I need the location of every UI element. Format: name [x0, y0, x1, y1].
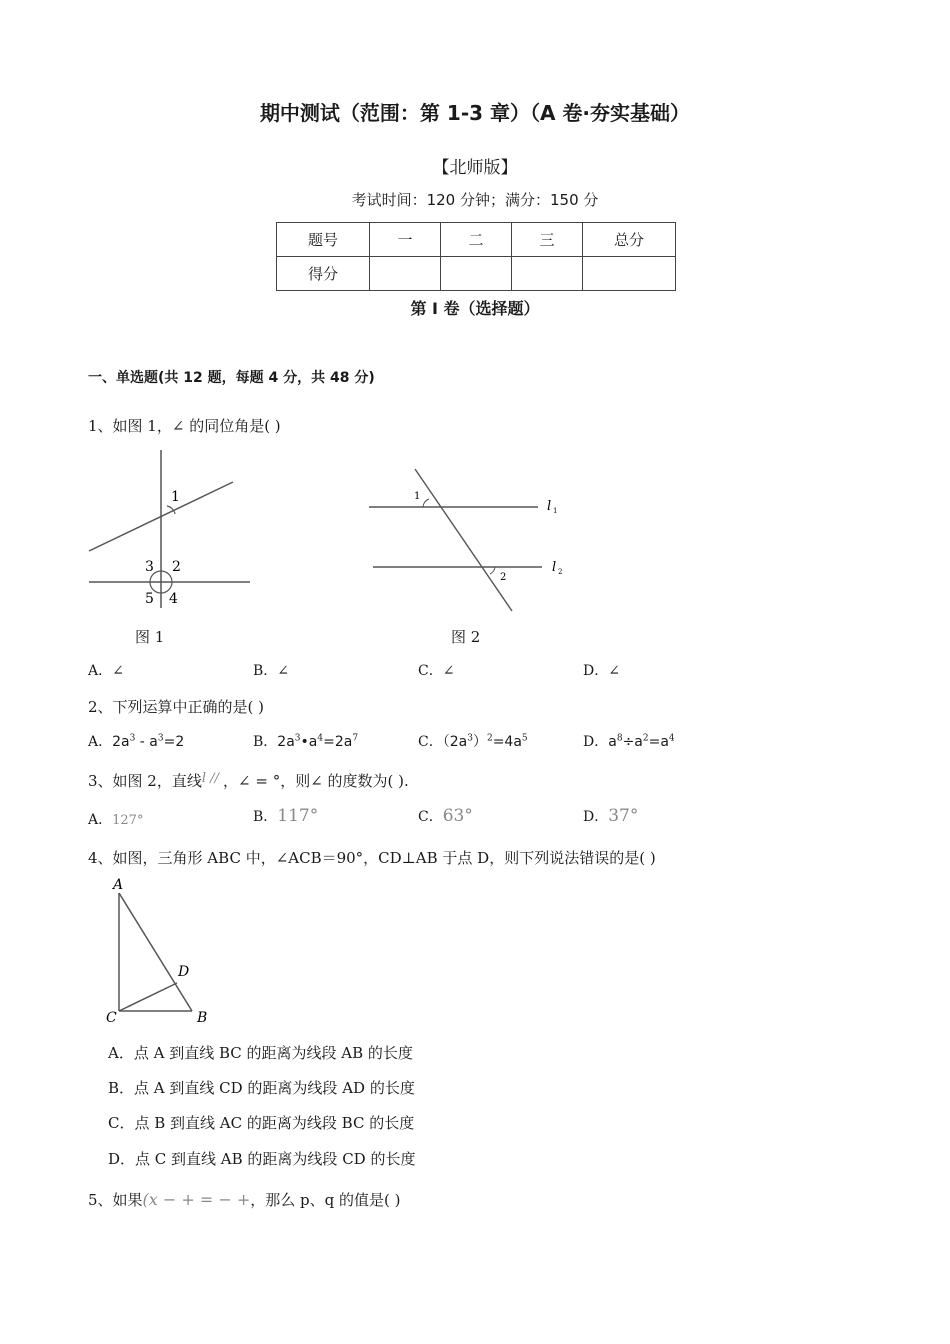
score-input-cell[interactable]: [512, 257, 583, 291]
formula-sup: 3: [157, 733, 164, 744]
option-letter: A．: [88, 812, 113, 828]
q2-option-c[interactable]: [418, 731, 528, 751]
fig2-label-1: 1: [414, 491, 421, 502]
q4-option-c[interactable]: C．点 B 到直线 AC 的距离为线段 BC 的长度: [108, 1114, 415, 1132]
formula-sup: 2: [486, 733, 493, 744]
score-table-header-cell: 总分: [583, 223, 676, 257]
score-input-cell[interactable]: [583, 257, 676, 291]
formula-sup: 3: [129, 733, 136, 744]
fig2-angle-arc-2: [490, 567, 495, 574]
score-table-header-cell: 三: [512, 223, 583, 257]
formula-sup: 3: [294, 733, 301, 744]
option-value: 63°: [442, 806, 473, 826]
q4-stem: 4、如图，三角形 ABC 中，∠ACB＝90°，CD⊥AB 于点 D，则下列说法错误的是( ): [88, 849, 656, 867]
score-input-cell[interactable]: [370, 257, 441, 291]
q1-option-a[interactable]: A．∠: [88, 663, 124, 679]
section-title: 一、单选题(共 12 题，每题 4 分，共 48 分): [88, 370, 375, 386]
q3-option-d[interactable]: [583, 806, 638, 826]
q3-option-b[interactable]: [253, 806, 318, 826]
q2-option-b[interactable]: [253, 731, 358, 751]
option-letter: B．: [253, 809, 278, 825]
fig2-label-l-sub-1: 1: [553, 507, 558, 515]
label-d: D: [178, 964, 190, 980]
q5-formula: (x − + = − +: [142, 1190, 251, 1209]
page-title: 期中测试（范围：第 1-3 章）（A 卷·夯实基础）: [259, 101, 691, 125]
q1-stem: 1、如图 1，∠ 的同位角是( ): [88, 417, 281, 435]
formula-part: =2: [163, 734, 185, 750]
formula-sup: 4: [317, 733, 324, 744]
formula-part: （2a: [442, 734, 468, 750]
formula-part: ）: [472, 734, 487, 750]
figure-1: [85, 450, 255, 610]
score-table: [276, 222, 676, 291]
formula-part: •a: [300, 734, 318, 750]
fig2-transversal: [415, 469, 512, 611]
option-letter: D．: [583, 734, 609, 750]
fig2-label-l-sub-2: 2: [558, 568, 563, 576]
fig1-label-1: 1: [171, 489, 180, 505]
formula-part: =a: [648, 734, 669, 750]
score-table-score-row: [277, 257, 676, 291]
score-input-cell[interactable]: [441, 257, 512, 291]
formula-part: ÷a: [622, 734, 643, 750]
segment-cd: [119, 983, 177, 1011]
formula-sup: 2: [642, 733, 649, 744]
option-letter: B．: [253, 734, 278, 750]
formula-part: =4a: [492, 734, 522, 750]
option-letter: D．: [583, 809, 609, 825]
fig1-label-5: 5: [145, 591, 154, 607]
formula-part: 2a: [277, 734, 295, 750]
formula-sup: 4: [668, 733, 675, 744]
q2-option-d[interactable]: [583, 731, 675, 751]
fig1-caption: 图 1: [135, 628, 165, 646]
formula-part: 2a: [112, 734, 130, 750]
q1-option-c[interactable]: C．∠: [418, 663, 455, 679]
q4-option-d[interactable]: D．点 C 到直线 AB 的距离为线段 CD 的长度: [108, 1150, 416, 1168]
score-table-header-row: [277, 223, 676, 257]
fig2-label-l: l: [547, 499, 552, 514]
formula-sup: 3: [467, 733, 473, 744]
q1-option-d[interactable]: D．∠: [583, 663, 620, 679]
score-table-header-cell: 题号: [277, 223, 370, 257]
formula-sup: 5: [521, 733, 528, 744]
formula-part: a: [608, 734, 617, 750]
q3-stem-part: ，∠ = °，则∠ 的度数为( ).: [223, 772, 409, 790]
figure-2: [365, 462, 575, 617]
q3-parallel-symbol: l //: [201, 771, 224, 786]
fig2-label-l: l: [552, 560, 557, 575]
edition-label: 【北师版】: [432, 158, 518, 178]
score-table-header-cell: 一: [370, 223, 441, 257]
label-b: B: [197, 1010, 208, 1026]
q2-stem: 2、下列运算中正确的是( ): [88, 698, 265, 716]
option-value: 117°: [277, 806, 319, 826]
part-title: 第 I 卷（选择题）: [410, 299, 540, 318]
score-row-label: 得分: [277, 257, 370, 291]
q5-stem: [88, 1189, 401, 1210]
q5-stem-start: 5、如果: [88, 1191, 143, 1209]
option-value: 37°: [608, 806, 639, 826]
formula-part: =2a: [323, 734, 353, 750]
q3-option-c[interactable]: [418, 806, 473, 826]
formula-sup: 8: [616, 733, 623, 744]
q4-triangle-figure: [100, 875, 220, 1030]
fig2-label-2: 2: [500, 572, 507, 583]
q5-stem-end: ，那么 p、q 的值是( ): [250, 1191, 401, 1209]
q4-option-b[interactable]: B．点 A 到直线 CD 的距离为线段 AD 的长度: [108, 1079, 415, 1097]
formula-sup: 7: [352, 733, 359, 744]
q4-option-a[interactable]: A．点 A 到直线 BC 的距离为线段 AB 的长度: [108, 1044, 413, 1062]
q1-option-b[interactable]: B．∠: [253, 663, 290, 679]
label-a: A: [113, 877, 124, 893]
fig1-label-2: 2: [172, 559, 181, 575]
label-c: C: [106, 1010, 117, 1026]
fig1-label-3: 3: [145, 559, 154, 575]
q3-stem: [88, 770, 409, 791]
q3-stem-part: 3、如图 2，直线: [88, 772, 202, 790]
fig2-angle-arc-1: [423, 499, 429, 507]
score-table-header-cell: 二: [441, 223, 512, 257]
option-letter: C．: [418, 809, 443, 825]
exam-info: 考试时间：120 分钟；满分：150 分: [351, 191, 599, 209]
formula-part: - a: [135, 734, 158, 750]
q2-option-a[interactable]: [88, 731, 184, 751]
q3-option-a[interactable]: [88, 809, 143, 829]
option-value: 127°: [112, 813, 144, 828]
option-letter: C．: [418, 734, 443, 750]
fig2-caption: 图 2: [451, 628, 481, 646]
fig1-label-4: 4: [169, 591, 178, 607]
option-letter: A．: [88, 734, 113, 750]
